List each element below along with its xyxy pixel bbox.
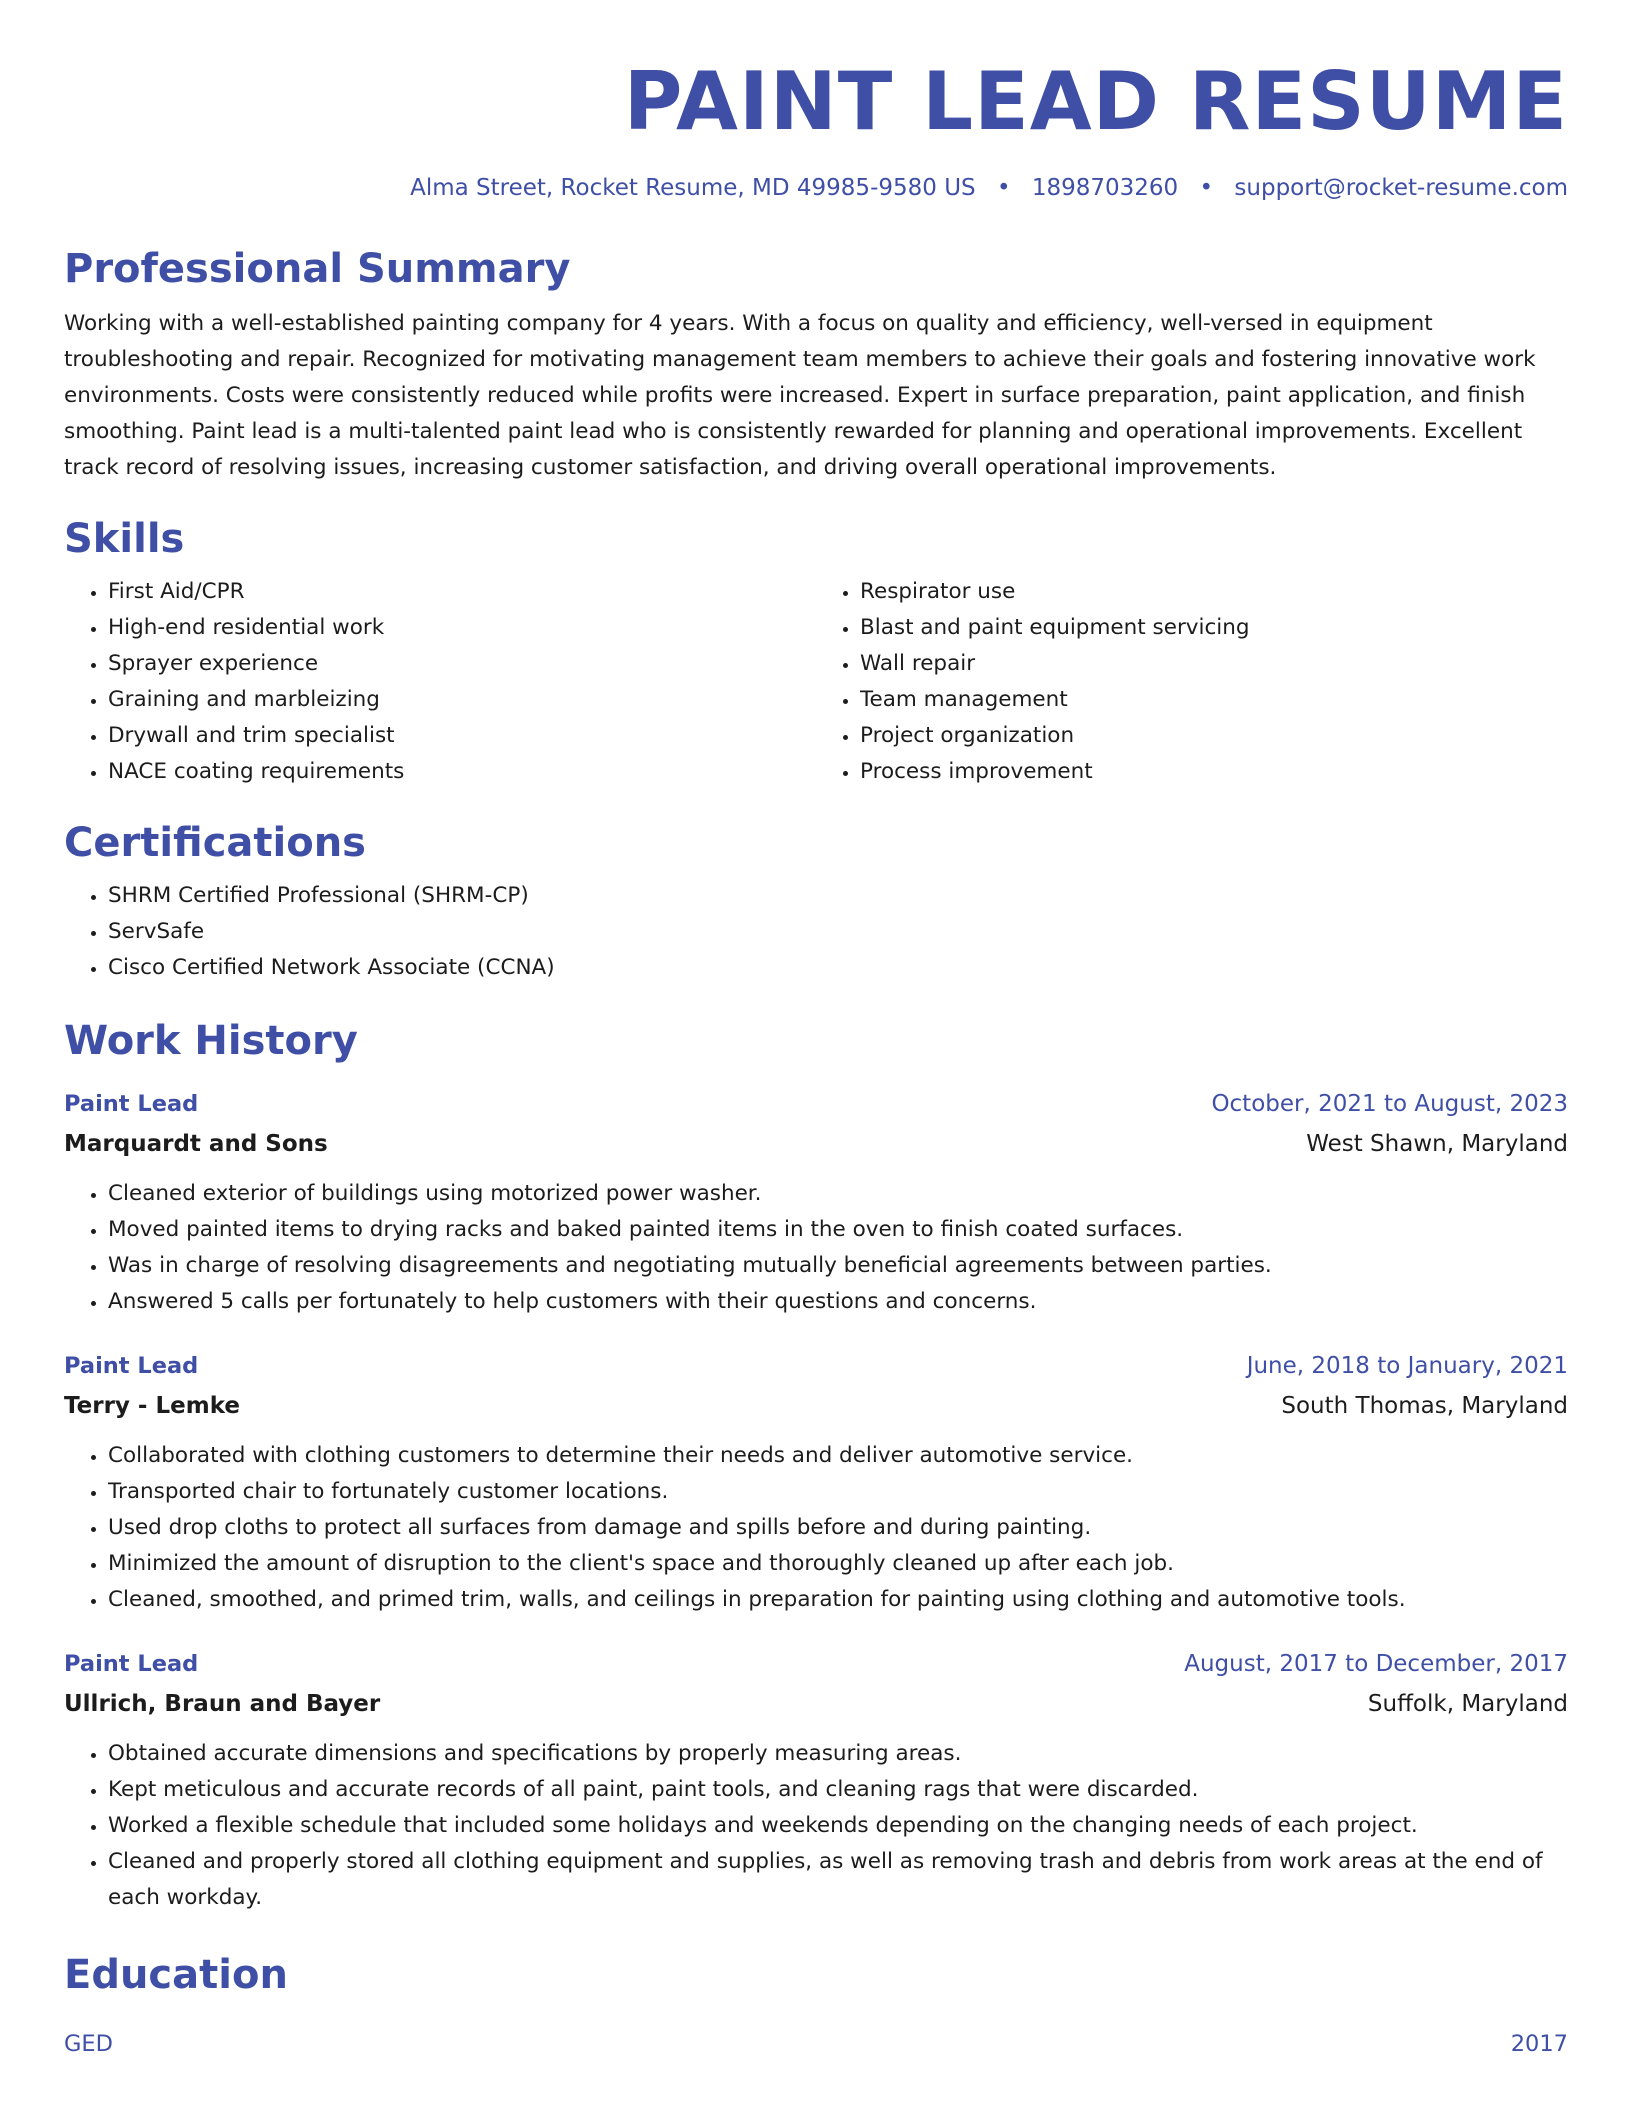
contact-line: [64, 172, 1568, 204]
contact-address: Alma Street, Rocket Resume, MD 49985-9580 US: [410, 175, 976, 201]
job-bullet: • Was in charge of resolving disagreements and negotiating mutually beneficial agreements between parties.: [108, 1248, 1568, 1284]
job-bullet: • Answered 5 calls per fortunately to help customers with their questions and concerns.: [108, 1284, 1568, 1320]
skills-list-right: [816, 574, 1568, 790]
skills-list-left: [64, 574, 816, 790]
section-title-certifications: Certifications: [64, 820, 366, 866]
job-bullet: • Transported chair to fortunately customer locations.: [108, 1474, 1568, 1510]
job-company: Ullrich, Braun and Bayer: [64, 1691, 381, 1717]
skill-item: • NACE coating requirements: [108, 754, 816, 790]
skill-item: • Blast and paint equipment servicing: [860, 610, 1568, 646]
section-title-skills: Skills: [64, 516, 185, 562]
job-dates: August, 2017 to December, 2017: [1184, 1651, 1568, 1677]
certification-item: • ServSafe: [108, 914, 1568, 950]
certification-item: • Cisco Certified Network Associate (CCNA): [108, 950, 1568, 986]
job-title: Paint Lead: [64, 1353, 199, 1379]
certification-item: • SHRM Certified Professional (SHRM-CP): [108, 878, 1568, 914]
job-entry: [64, 1346, 1568, 1618]
job-entry: [64, 1084, 1568, 1320]
skill-item: • Project organization: [860, 718, 1568, 754]
skills-columns: [64, 574, 1568, 790]
resume-header: [64, 0, 1568, 204]
section-title-summary: Professional Summary: [64, 246, 571, 292]
job-bullet: • Cleaned, smoothed, and primed trim, walls, and ceilings in preparation for painting using clothing and automotive tools.: [108, 1582, 1568, 1618]
job-title: Paint Lead: [64, 1091, 199, 1117]
job-bullet: • Moved painted items to drying racks and baked painted items in the oven to finish coated surfaces.: [108, 1212, 1568, 1248]
certifications-list: [64, 878, 1568, 986]
contact-email: support@rocket-resume.com: [1234, 175, 1568, 201]
job-bullet: • Worked a flexible schedule that included some holidays and weekends depending on the changing needs of each project.: [108, 1808, 1568, 1844]
contact-phone: 1898703260: [1031, 175, 1179, 201]
skill-item: • Process improvement: [860, 754, 1568, 790]
job-entry: [64, 1644, 1568, 1916]
skill-item: • Graining and marbleizing: [108, 682, 816, 718]
education-year: 2017: [1510, 2031, 1568, 2057]
job-location: South Thomas, Maryland: [1281, 1393, 1568, 1419]
contact-separator: •: [1199, 175, 1214, 201]
skill-item: • High-end residential work: [108, 610, 816, 646]
job-bullet: • Cleaned exterior of buildings using motorized power washer.: [108, 1176, 1568, 1212]
summary-text: Working with a well-established painting company for 4 years. With a focus on quality and efficiency, well-versed in equipment troubleshooting and repair. Recognized for motivating management team members to achieve their goals and fostering innovative work environments. Costs were consistently reduced while profits were increased. Expert in surface preparation, paint application, and finish smoothing. Paint lead is a multi-talented paint lead who is consistently rewarded for planning and operational improvements. Excellent track record of resolving issues, increasing customer satisfaction, and driving overall operational improvements.: [64, 311, 1536, 480]
job-bullet: • Used drop cloths to protect all surfaces from damage and spills before and during painting.: [108, 1510, 1568, 1546]
job-bullet: • Cleaned and properly stored all clothing equipment and supplies, as well as removing trash and debris from work areas at the end of each workday.: [108, 1844, 1568, 1916]
job-bullets: [64, 1176, 1568, 1320]
skill-item: • Drywall and trim specialist: [108, 718, 816, 754]
job-bullet: • Minimized the amount of disruption to the client's space and thoroughly cleaned up after each job.: [108, 1546, 1568, 1582]
education-degree: GED: [64, 2031, 113, 2057]
skill-item: • Wall repair: [860, 646, 1568, 682]
education-entry: [64, 2024, 1568, 2064]
job-location: Suffolk, Maryland: [1367, 1691, 1568, 1717]
section-title-education: Education: [64, 1952, 288, 1998]
skill-item: • Respirator use: [860, 574, 1568, 610]
job-location: West Shawn, Maryland: [1306, 1131, 1568, 1157]
job-bullet: • Kept meticulous and accurate records of all paint, paint tools, and cleaning rags that were discarded.: [108, 1772, 1568, 1808]
job-dates: June, 2018 to January, 2021: [1246, 1353, 1568, 1379]
job-bullet: • Collaborated with clothing customers to determine their needs and deliver automotive service.: [108, 1438, 1568, 1474]
job-company: Marquardt and Sons: [64, 1131, 328, 1157]
resume-title: PAINT LEAD RESUME: [623, 55, 1568, 148]
job-bullet: • Obtained accurate dimensions and specifications by properly measuring areas.: [108, 1736, 1568, 1772]
job-bullets: [64, 1736, 1568, 1916]
skill-item: • Team management: [860, 682, 1568, 718]
job-company: Terry - Lemke: [64, 1393, 240, 1419]
section-title-work-history: Work History: [64, 1018, 358, 1064]
job-dates: October, 2021 to August, 2023: [1211, 1091, 1568, 1117]
skill-item: • Sprayer experience: [108, 646, 816, 682]
job-title: Paint Lead: [64, 1651, 199, 1677]
job-bullets: [64, 1438, 1568, 1618]
skill-item: • First Aid/CPR: [108, 574, 816, 610]
contact-separator: •: [996, 175, 1011, 201]
